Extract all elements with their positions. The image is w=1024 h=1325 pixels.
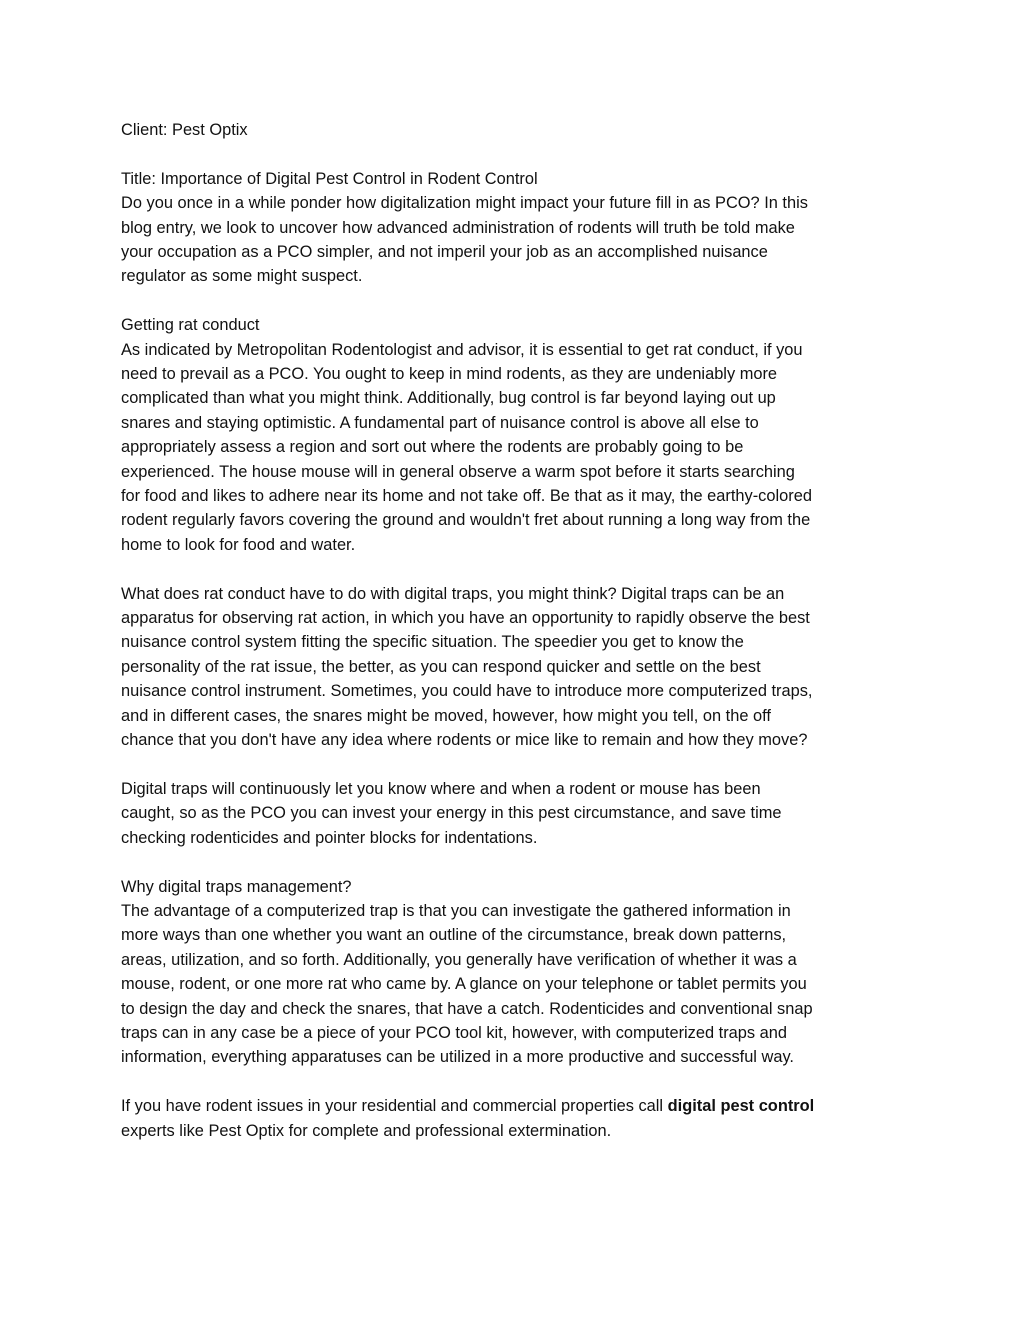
section-line: need to prevail as a PCO. You ought to keep in mind rodents, as they are undeniably more — [121, 365, 778, 384]
paragraph-line: caught, so as the PCO you can invest your energy in this pest circumstance, and save time — [121, 804, 782, 823]
closing-line-2: experts like Pest Optix for complete and professional extermination. — [121, 1121, 612, 1140]
section-heading-traps-management: Why digital traps management? — [121, 877, 352, 896]
section-line: for food and likes to adhere near its home and not take off. Be that as it may, the earthy-colored — [121, 487, 812, 506]
paragraph-line: Digital traps will continuously let you know where and when a rodent or mouse has been — [121, 779, 761, 798]
paragraph-notifications — [121, 777, 911, 850]
intro-line: blog entry, we look to uncover how advanced administration of rodents will truth be told make — [121, 218, 795, 237]
section-line: As indicated by Metropolitan Rodentologist and advisor, it is essential to get rat conduct, if you — [121, 340, 803, 359]
paragraph-line: chance that you don't have any idea where rodents or mice like to remain and how they move? — [121, 731, 808, 750]
paragraph-digital-traps — [121, 582, 911, 753]
paragraph-line: checking rodenticides and pointer blocks for indentations. — [121, 828, 538, 847]
paragraph-line: What does rat conduct have to do with digital traps, you might think? Digital traps can be an — [121, 584, 785, 603]
intro-line: Do you once in a while ponder how digitalization might impact your future fill in as PCO? In this — [121, 194, 808, 213]
paragraph-line: apparatus for observing rat action, in which you have an opportunity to rapidly observe the best — [121, 609, 810, 628]
section-line: more ways than one whether you want an outline of the circumstance, break down patterns, — [121, 926, 787, 945]
section-line: mouse, rodent, or one more rat who came by. A glance on your telephone or tablet permits you — [121, 975, 807, 994]
paragraph-line: personality of the rat issue, the better, as you can respond quicker and settle on the best — [121, 657, 761, 676]
section-rat-conduct — [121, 313, 911, 557]
section-line: complicated than what you might think. Additionally, bug control is far beyond laying out up — [121, 389, 776, 408]
section-line: to design the day and check the snares, that have a catch. Rodenticides and conventional snap — [121, 999, 813, 1018]
section-line: information, everything apparatuses can be utilized in a more productive and successful way. — [121, 1048, 794, 1067]
document-page — [121, 118, 911, 1167]
section-line: traps can in any case be a piece of your PCO tool kit, however, with computerized traps and — [121, 1023, 787, 1042]
client-text: Client: Pest Optix — [121, 121, 248, 139]
paragraph-line: nuisance control instrument. Sometimes, you could have to introduce more computerized traps, — [121, 682, 813, 701]
document-title: Title: Importance of Digital Pest Control in Rodent Control — [121, 169, 538, 188]
intro-line: regulator as some might suspect. — [121, 267, 363, 286]
section-line: appropriately assess a region and sort out where the rodents are probably going to be — [121, 438, 744, 457]
intro-block — [121, 167, 911, 289]
closing-keyword: digital pest control — [667, 1097, 815, 1116]
section-heading-rat-conduct: Getting rat conduct — [121, 316, 260, 335]
section-line: The advantage of a computerized trap is that you can investigate the gathered information in — [121, 901, 791, 920]
paragraph-line: and in different cases, the snares might be moved, however, how might you tell, on the off — [121, 706, 771, 725]
section-line: experienced. The house mouse will in general observe a warm spot before it starts searching — [121, 462, 795, 481]
client-line — [121, 118, 911, 142]
closing-line-1 — [121, 1094, 911, 1118]
intro-line: your occupation as a PCO simpler, and not imperil your job as an accomplished nuisance — [121, 243, 768, 262]
closing-prefix: If you have rodent issues in your residential and commercial properties call — [121, 1097, 668, 1116]
closing-paragraph — [121, 1094, 911, 1143]
section-line: snares and staying optimistic. A fundamental part of nuisance control is above all else to — [121, 413, 759, 432]
section-line: areas, utilization, and so forth. Additionally, you generally have verification of whether it was a — [121, 950, 797, 969]
paragraph-line: nuisance control system fitting the specific situation. The speedier you get to know the — [121, 633, 744, 652]
section-traps-management — [121, 875, 911, 1070]
section-line: home to look for food and water. — [121, 535, 356, 554]
section-line: rodent regularly favors covering the ground and wouldn't fret about running a long way from the — [121, 511, 811, 530]
